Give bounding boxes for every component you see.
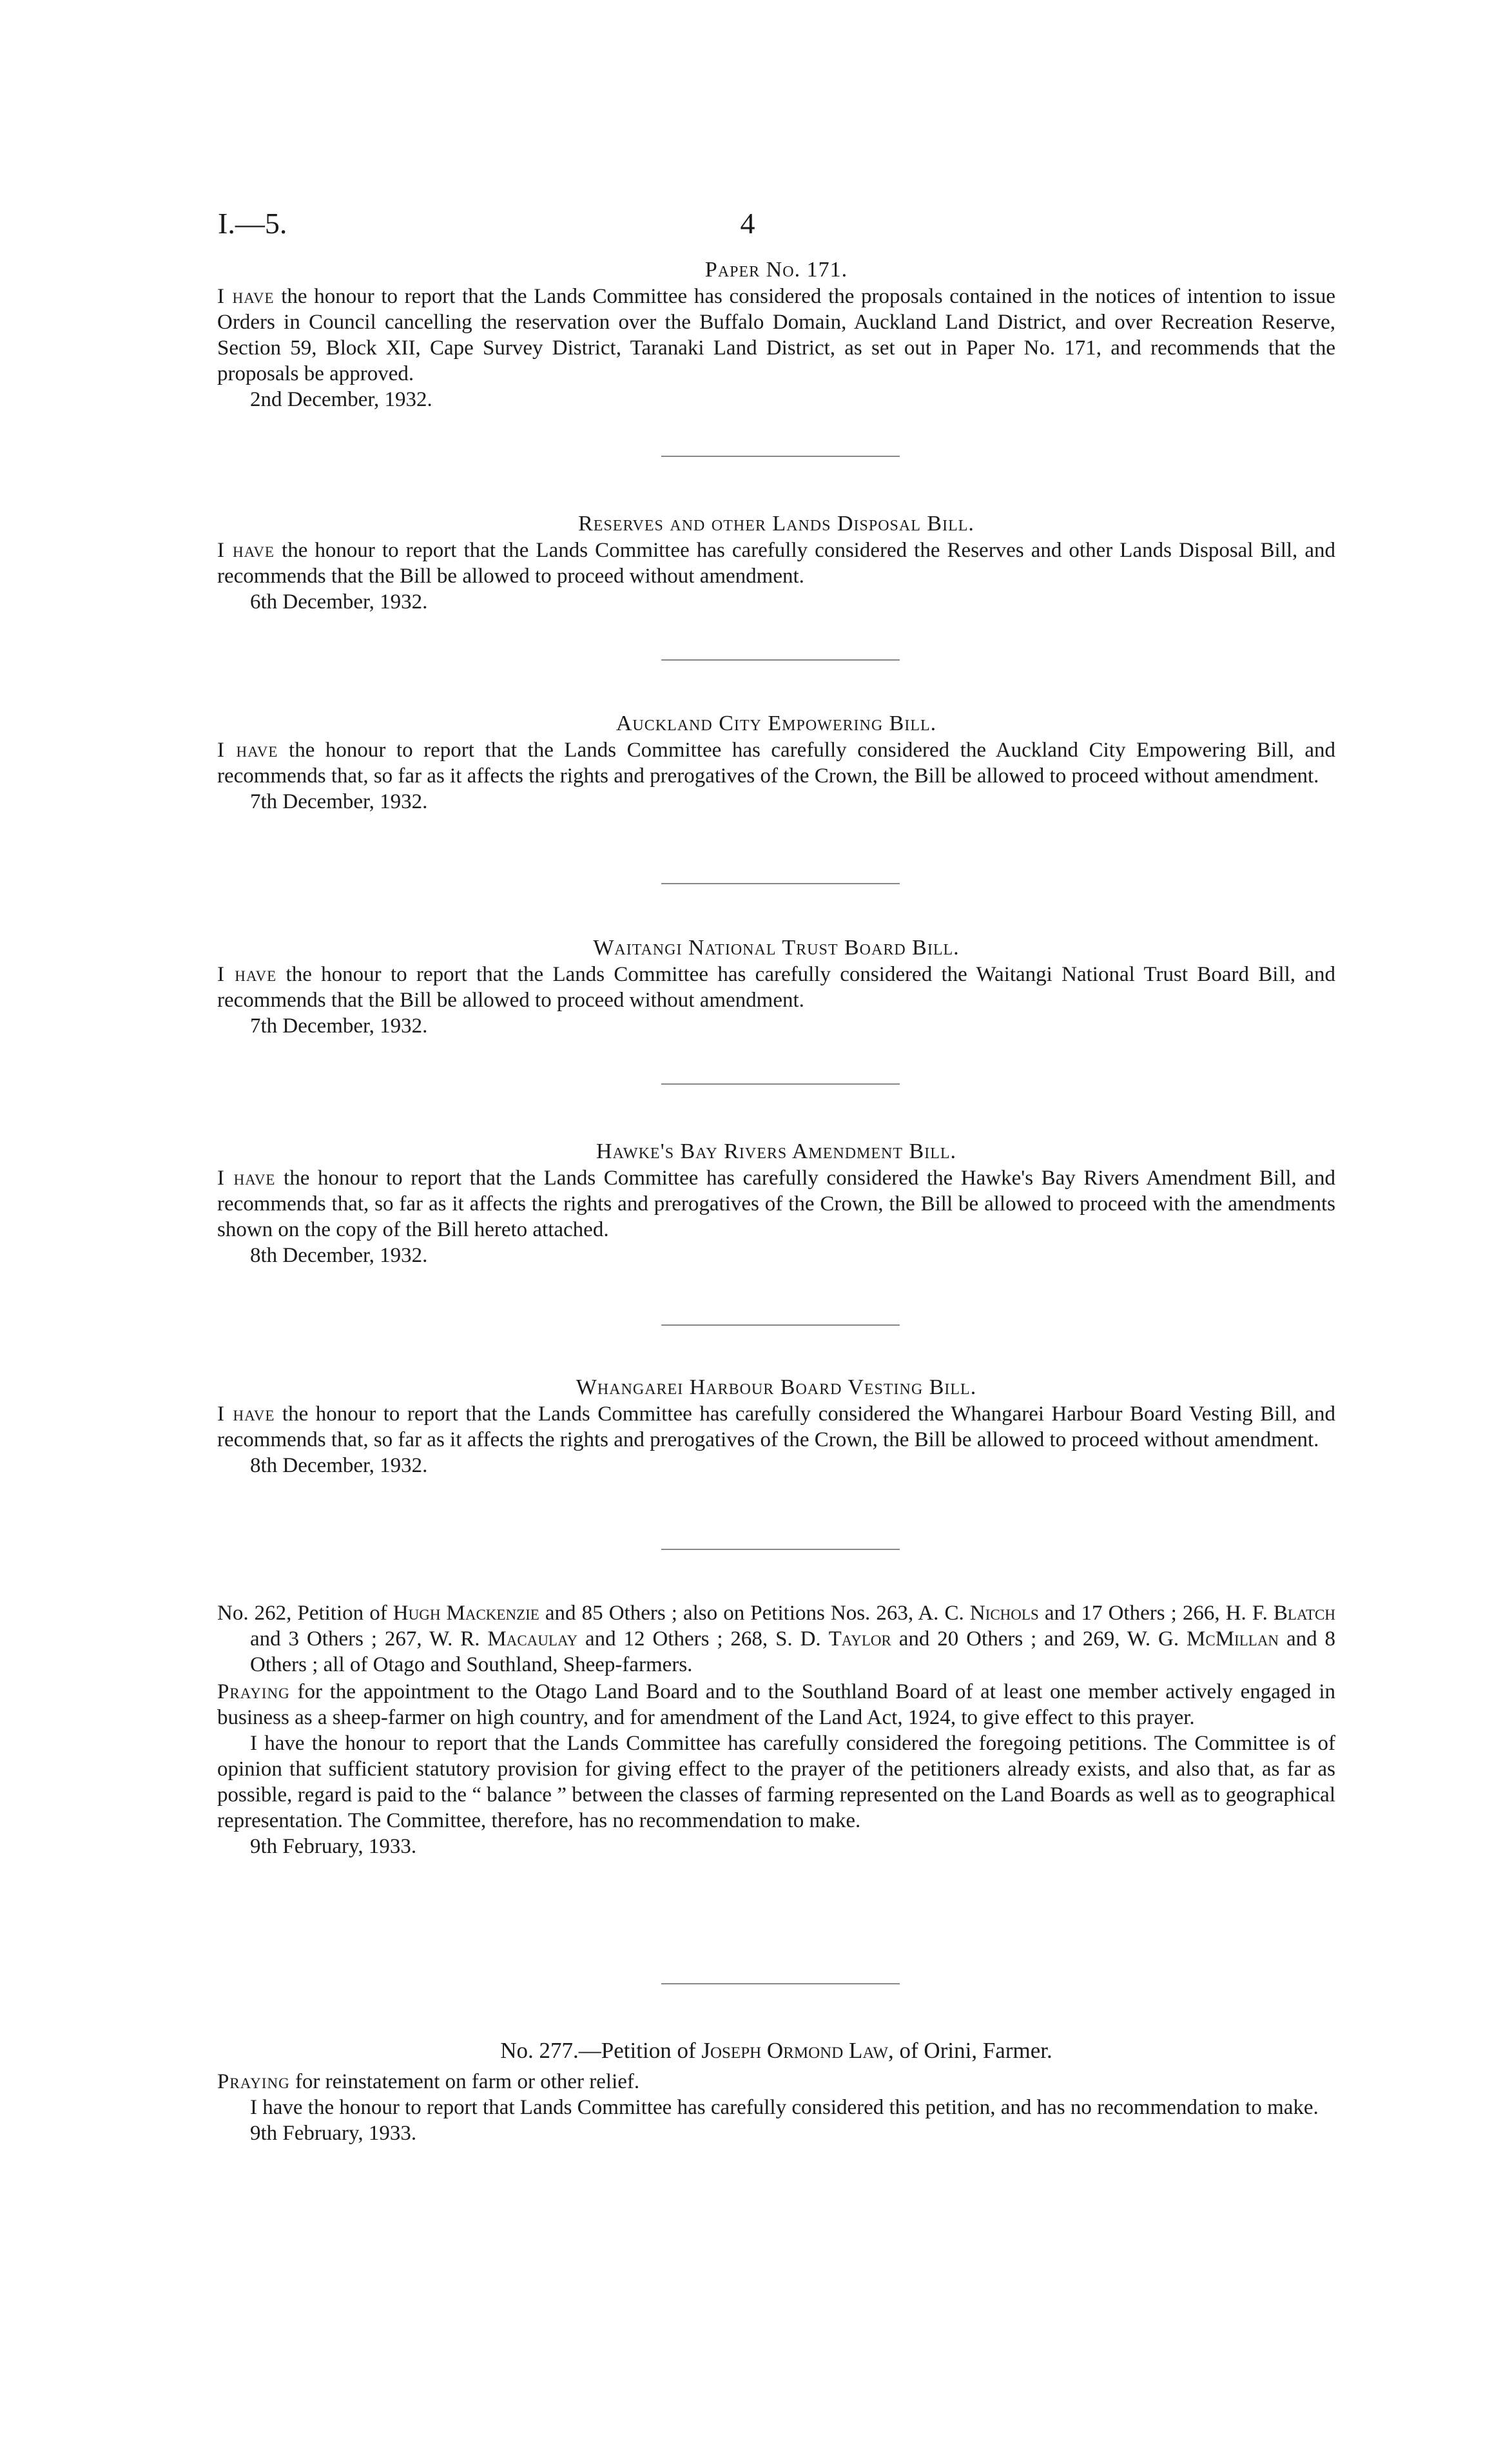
section-hawkes-bay-bill bbox=[217, 1138, 1335, 1268]
petitioner-name: Nichols bbox=[969, 1602, 1039, 1625]
petition-intro-text: and 3 Others ; 267, W. R. bbox=[250, 1627, 488, 1651]
petition-date: 9th February, 1933. bbox=[250, 1835, 417, 1858]
section-body bbox=[217, 284, 1335, 387]
petitioner-name: Macaulay bbox=[487, 1627, 578, 1651]
petitioner-name: Taylor bbox=[828, 1627, 891, 1651]
section-whangarei-bill bbox=[217, 1374, 1335, 1478]
petition-heading-text: No. 277.—Petition of bbox=[500, 2038, 702, 2063]
section-body bbox=[217, 1401, 1335, 1453]
section-heading: Paper No. 171. bbox=[704, 258, 848, 282]
section-waitangi-bill bbox=[217, 935, 1335, 1039]
petition-intro-text: and 8 Others ; all of Otago and Southland, Sheep-farmers. bbox=[250, 1627, 1336, 1676]
petitioner-name: Joseph Ormond Law bbox=[701, 2038, 889, 2063]
divider-rule bbox=[661, 1983, 900, 1984]
petitioner-name: McMillan bbox=[1187, 1627, 1279, 1651]
divider-rule bbox=[661, 883, 900, 884]
petition-intro-text: and 20 Others ; and 269, W. G. bbox=[891, 1627, 1187, 1651]
section-text: the honour to report that the Lands Committee has carefully considered the Whangarei Harbour Board Vesting Bill, and recommends that, so far as it affects the rights and prerogatives of the Crown, the Bill be allowed to proceed without amendment. bbox=[217, 1402, 1336, 1451]
section-heading: Hawke's Bay Rivers Amendment Bill. bbox=[596, 1139, 957, 1163]
section-date: 6th December, 1932. bbox=[250, 590, 428, 614]
section-text: the honour to report that the Lands Committee has considered the proposals contained in the notices of intention to issue Orders in Council cancelling the reservation over the Buffalo Domain, Auckland Land District, and over Recreation Reserve, Section 59, Block XII, Cape Survey District, Taranaki Land District, as set out in Paper No. 171, and recommends that the proposals be approved. bbox=[217, 285, 1335, 385]
petition-intro-text: and 12 Others ; 268, S. D. bbox=[577, 1627, 829, 1651]
petition-277 bbox=[217, 2037, 1335, 2146]
divider-rule bbox=[661, 1324, 900, 1326]
section-body bbox=[217, 538, 1335, 589]
section-date: 8th December, 1932. bbox=[250, 1454, 428, 1477]
section-lead: I have bbox=[217, 1402, 275, 1426]
praying-lead: Praying bbox=[217, 1680, 290, 1703]
section-text: the honour to report that the Lands Committee has carefully considered the Waitangi National Trust Board Bill, and recommends that the Bill be allowed to proceed without amendment. bbox=[217, 963, 1335, 1012]
petition-heading bbox=[217, 2037, 1335, 2065]
petition-heading-text: , of Orini, Farmer. bbox=[888, 2038, 1052, 2063]
section-text: the honour to report that the Lands Committee has carefully considered the Auckland City Empowering Bill, and recommends that, so far as it affects the rights and prerogatives of the Crown, the Bill be allowed to proceed without amendment. bbox=[217, 739, 1336, 788]
section-lead: I have bbox=[217, 539, 275, 562]
section-date: 2nd December, 1932. bbox=[250, 388, 432, 411]
section-auckland-bill bbox=[217, 710, 1335, 815]
section-paper-171 bbox=[217, 257, 1335, 412]
praying-text: for reinstatement on farm or other relief. bbox=[289, 2070, 640, 2093]
petition-date: 9th February, 1933. bbox=[250, 2122, 417, 2145]
section-body bbox=[217, 1165, 1335, 1243]
praying-text: for the appointment to the Otago Land Board and to the Southland Board of at least one member actively engaged in business as a sheep-farmer on high country, and for amendment of the Land Act, 1924, to give effect to this prayer. bbox=[217, 1680, 1335, 1729]
petition-praying bbox=[217, 2069, 1335, 2095]
section-date: 8th December, 1932. bbox=[250, 1244, 428, 1267]
section-heading: Waitangi National Trust Board Bill. bbox=[593, 936, 960, 960]
petitioner-name: Blatch bbox=[1273, 1602, 1336, 1625]
section-text: the honour to report that the Lands Committee has carefully considered the Hawke's Bay Rivers Amendment Bill, and recommends that, so far as it affects the rights and prerogatives of the Crown, the Bill be allowed to proceed with the amendments shown on the copy of the Bill hereto attached. bbox=[217, 1167, 1335, 1241]
praying-lead: Praying bbox=[217, 2070, 290, 2093]
page-number: 4 bbox=[740, 207, 755, 240]
petition-report: I have the honour to report that the Lands Committee has carefully considered the foregoing petitions. The Committee is of opinion that sufficient statutory provision for giving effect to the prayer of the petitioners already exists, and also that, as far as possible, regard is paid to the “ balance ” between the classes of farming represented on the Land Boards as well as to geographical representation. The Committee, therefore, has no recommendation to make. bbox=[217, 1732, 1335, 1832]
petition-intro-text: and 85 Others ; also on Petitions Nos. 263, A. C. bbox=[539, 1602, 970, 1625]
petition-intro bbox=[217, 1600, 1335, 1678]
petition-intro-text: No. 262, Petition of bbox=[217, 1602, 393, 1625]
divider-rule bbox=[661, 1549, 900, 1550]
petitioner-name: Hugh Mackenzie bbox=[393, 1602, 539, 1625]
section-lead: I have bbox=[217, 1167, 276, 1190]
section-lead: I have bbox=[217, 285, 275, 308]
section-body bbox=[217, 962, 1335, 1013]
divider-rule bbox=[661, 456, 900, 457]
section-lead: I have bbox=[217, 739, 278, 762]
divider-rule bbox=[661, 659, 900, 661]
section-heading: Reserves and other Lands Disposal Bill. bbox=[578, 512, 974, 536]
divider-rule bbox=[661, 1083, 900, 1085]
section-date: 7th December, 1932. bbox=[250, 790, 428, 813]
petition-report: I have the honour to report that Lands Committee has carefully considered this petition, and has no recommendation to make. bbox=[250, 2096, 1319, 2119]
section-text: the honour to report that the Lands Committee has carefully considered the Reserves and other Lands Disposal Bill, and recommends that the Bill be allowed to proceed without amendment. bbox=[217, 539, 1336, 588]
section-body bbox=[217, 737, 1335, 789]
section-lead: I have bbox=[217, 963, 277, 986]
petition-intro-text: and 17 Others ; 266, H. F. bbox=[1038, 1602, 1274, 1625]
document-reference: I.—5. bbox=[218, 207, 287, 240]
section-heading: Auckland City Empowering Bill. bbox=[615, 712, 937, 735]
section-date: 7th December, 1932. bbox=[250, 1014, 428, 1038]
section-reserves-bill bbox=[217, 510, 1335, 615]
petition-praying bbox=[217, 1679, 1335, 1730]
petition-262 bbox=[217, 1600, 1335, 1859]
section-heading: Whangarei Harbour Board Vesting Bill. bbox=[576, 1375, 977, 1399]
